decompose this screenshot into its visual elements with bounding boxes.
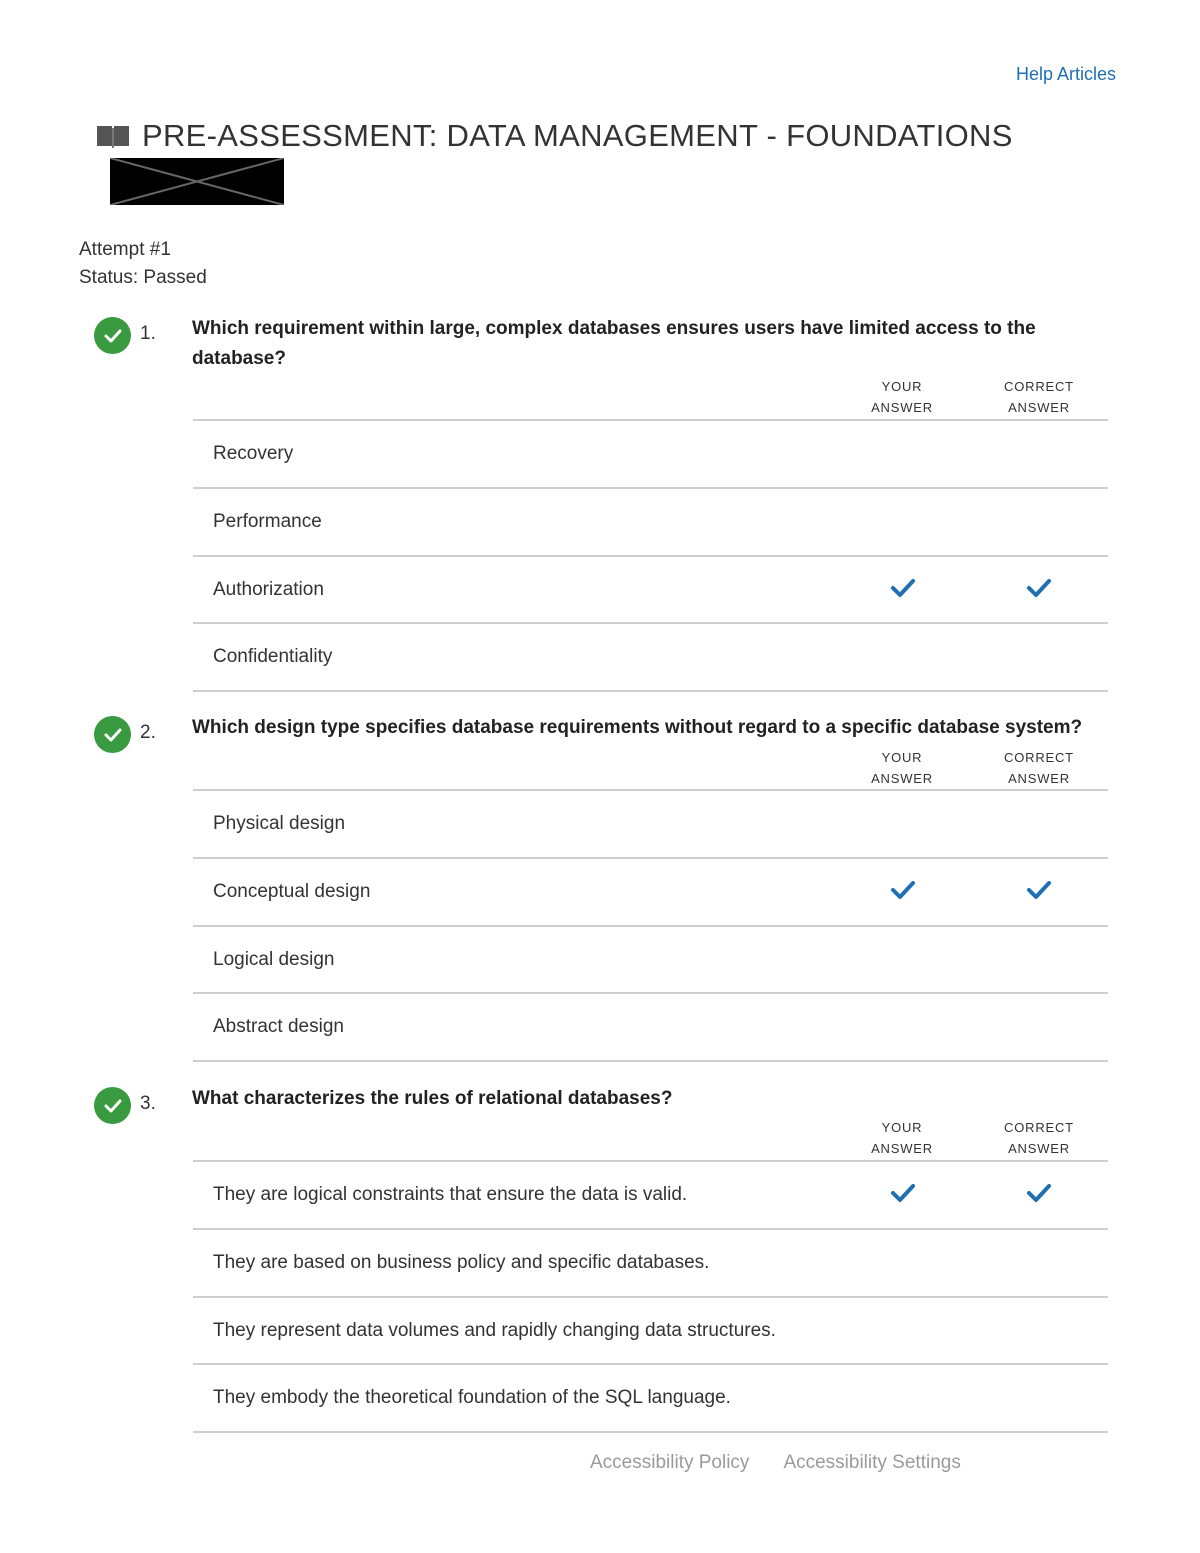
answer-text: Recovery — [213, 443, 294, 464]
question-text: What characterizes the rules of relational databases? — [192, 1088, 673, 1109]
your-answer-header — [842, 747, 962, 789]
answer-text: Confidentiality — [213, 646, 333, 667]
redacted-logo-image — [110, 158, 284, 205]
passed-check-icon — [94, 716, 131, 753]
page-title: PRE-ASSESSMENT: DATA MANAGEMENT - FOUNDATIONS — [142, 118, 1013, 153]
correct-answer-header — [979, 747, 1099, 789]
passed-check-icon — [94, 1087, 131, 1124]
your-answer-header-line: ANSWER — [871, 400, 933, 415]
correct-answer-header — [979, 1117, 1099, 1159]
your-answer-header-line: YOUR — [881, 379, 923, 394]
correct-answer-header-line: ANSWER — [1008, 400, 1070, 415]
answer-text: Abstract design — [213, 1016, 344, 1037]
passed-check-icon — [94, 317, 131, 354]
your-answer-header-line: ANSWER — [871, 1141, 933, 1156]
answer-row — [193, 859, 1108, 927]
book-icon — [96, 123, 132, 149]
answers-table — [193, 419, 1108, 692]
correct-answer-header-line: CORRECT — [1004, 750, 1074, 765]
question-text: Which requirement within large, complex databases ensures users have limited access to the database? — [192, 318, 1036, 369]
help-articles-link[interactable]: Help Articles — [1015, 64, 1116, 84]
answer-text: They embody the theoretical foundation of the SQL language. — [213, 1387, 731, 1408]
footer — [590, 1452, 961, 1474]
answer-row — [193, 1162, 1108, 1230]
answer-row — [193, 994, 1108, 1062]
answer-row — [193, 1298, 1108, 1365]
your-answer-check-icon — [891, 1183, 915, 1203]
answer-text: They are based on business policy and specific databases. — [213, 1252, 710, 1273]
correct-answer-header-line: CORRECT — [1004, 379, 1074, 394]
accessibility-policy-link[interactable]: Accessibility Policy — [590, 1452, 750, 1473]
question-text: Which design type specifies database requirements without regard to a specific database system? — [192, 717, 1083, 738]
answer-row — [193, 624, 1108, 692]
answer-row — [193, 927, 1108, 994]
question-number: 2. — [140, 722, 156, 743]
your-answer-header — [842, 1117, 962, 1159]
answer-text: They are logical constraints that ensure the data is valid. — [213, 1184, 688, 1205]
answer-row — [193, 1365, 1108, 1433]
answer-row — [193, 421, 1108, 489]
your-answer-header — [842, 376, 962, 418]
correct-answer-header — [979, 376, 1099, 418]
answer-text: Logical design — [213, 948, 335, 970]
correct-answer-check-icon — [1027, 1183, 1051, 1203]
correct-answer-header-line: ANSWER — [1008, 771, 1070, 786]
correct-answer-header-line: CORRECT — [1004, 1120, 1074, 1135]
answer-row — [193, 489, 1108, 557]
title-row — [96, 118, 1013, 154]
accessibility-settings-link[interactable]: Accessibility Settings — [783, 1452, 961, 1473]
your-answer-header-line: YOUR — [881, 750, 923, 765]
attempt-status: Status: Passed — [79, 267, 207, 288]
your-answer-check-icon — [891, 880, 915, 900]
your-answer-header-line: YOUR — [881, 1120, 923, 1135]
attempt-number: Attempt #1 — [79, 239, 171, 260]
answer-row — [193, 791, 1108, 859]
answer-text: Authorization — [213, 578, 324, 600]
answers-table — [193, 1160, 1108, 1433]
answer-text: They represent data volumes and rapidly changing data structures. — [213, 1319, 776, 1341]
correct-answer-check-icon — [1027, 578, 1051, 598]
question-number: 3. — [140, 1093, 156, 1114]
answers-table — [193, 789, 1108, 1062]
correct-answer-header-line: ANSWER — [1008, 1141, 1070, 1156]
answer-text: Physical design — [213, 813, 346, 834]
answer-text: Performance — [213, 511, 322, 532]
answer-row — [193, 1230, 1108, 1298]
correct-answer-check-icon — [1027, 880, 1051, 900]
your-answer-header-line: ANSWER — [871, 771, 933, 786]
question-number: 1. — [140, 323, 156, 344]
attempt-info — [79, 236, 207, 292]
answer-row — [193, 557, 1108, 624]
answer-text: Conceptual design — [213, 881, 371, 902]
your-answer-check-icon — [891, 578, 915, 598]
